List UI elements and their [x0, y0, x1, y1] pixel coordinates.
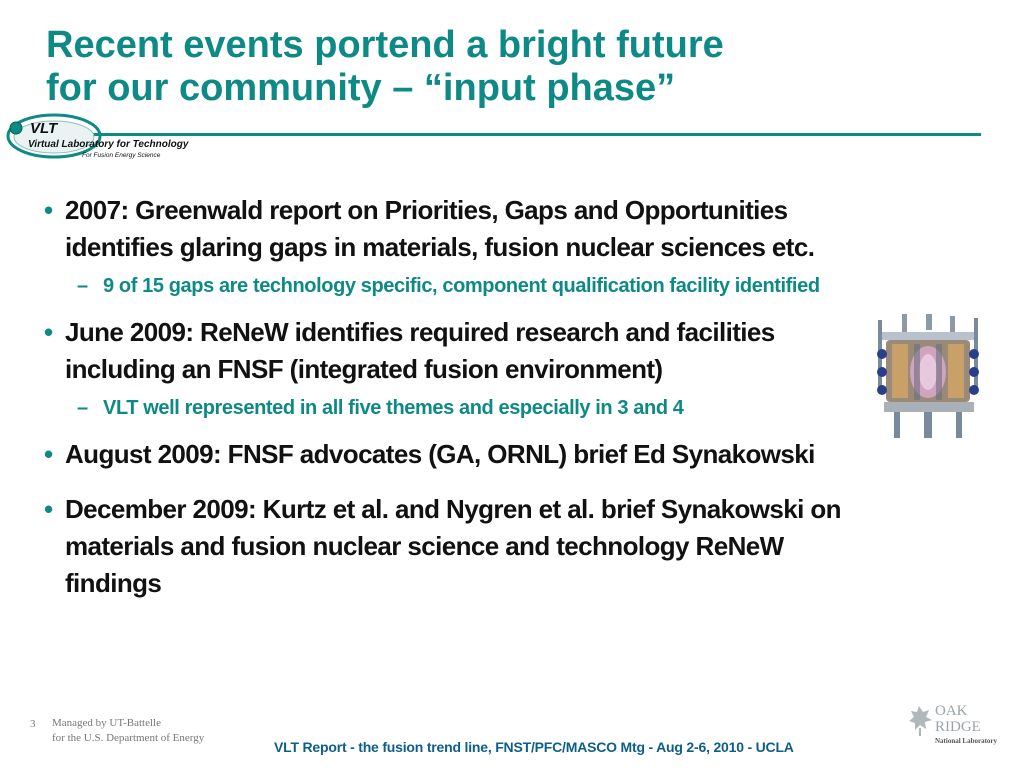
bullet-dot: •	[44, 195, 53, 225]
vlt-logo-dot	[10, 122, 22, 134]
sub-bullet-text: VLT well represented in all five themes and especially in 3 and 4	[103, 397, 684, 419]
vlt-logo-name: VLT	[30, 120, 58, 137]
title-line-1: Recent events portend a bright future	[46, 24, 724, 66]
title-line-2: for our community – “input phase”	[46, 67, 676, 109]
bullet-item	[44, 436, 994, 473]
ornl-ridge: RIDGE	[935, 719, 981, 735]
bullet-item	[44, 192, 994, 266]
vlt-logo-line2: For Fusion Energy Science	[82, 152, 161, 159]
bullet-line: identifies glaring gaps in materials, fusion nuclear sciences etc.	[65, 232, 815, 262]
bullet-line: materials and fusion nuclear science and technology ReNeW	[65, 531, 784, 561]
fusion-device-image	[874, 314, 984, 438]
footer-caption: VLT Report - the fusion trend line, FNST/PFC/MASCO Mtg - Aug 2-6, 2010 - UCLA	[274, 739, 794, 755]
bullet-item	[44, 491, 994, 602]
slide-title	[46, 24, 1006, 110]
sub-bullet-item	[44, 394, 994, 422]
page-number: 3	[30, 718, 36, 730]
sub-bullet-dash: –	[77, 275, 88, 297]
sub-bullet-dash: –	[77, 397, 88, 419]
sub-bullet-text: 9 of 15 gaps are technology specific, component qualification facility identified	[103, 275, 820, 297]
ornl-national-lab: National Laboratory	[935, 737, 998, 745]
ornl-oak: OAK	[935, 703, 968, 719]
bullet-list	[44, 192, 994, 602]
leaf-icon	[909, 706, 932, 736]
managed-line-2: for the U.S. Department of Energy	[52, 732, 205, 744]
ornl-logo	[905, 698, 1005, 748]
bullet-item	[44, 314, 994, 388]
bullet-line: 2007: Greenwald report on Priorities, Gaps and Opportunities	[65, 195, 788, 225]
sub-bullet-item	[44, 272, 994, 300]
managed-by-text	[52, 716, 204, 746]
bullet-dot: •	[44, 317, 53, 347]
bullet-dot: •	[44, 494, 53, 524]
bullet-line: findings	[65, 568, 162, 598]
bullet-line: December 2009: Kurtz et al. and Nygren et al. brief Synakowski on	[65, 494, 841, 524]
bullet-dot: •	[44, 439, 53, 469]
vlt-logo-line1: Virtual Laboratory for Technology	[28, 139, 189, 150]
vlt-logo	[2, 108, 217, 166]
bullet-line: including an FNSF (integrated fusion environment)	[65, 354, 663, 384]
managed-line-1: Managed by UT-Battelle	[52, 717, 161, 729]
bullet-line: June 2009: ReNeW identifies required research and facilities	[65, 317, 775, 347]
bullet-line: August 2009: FNSF advocates (GA, ORNL) brief Ed Synakowski	[65, 439, 815, 469]
